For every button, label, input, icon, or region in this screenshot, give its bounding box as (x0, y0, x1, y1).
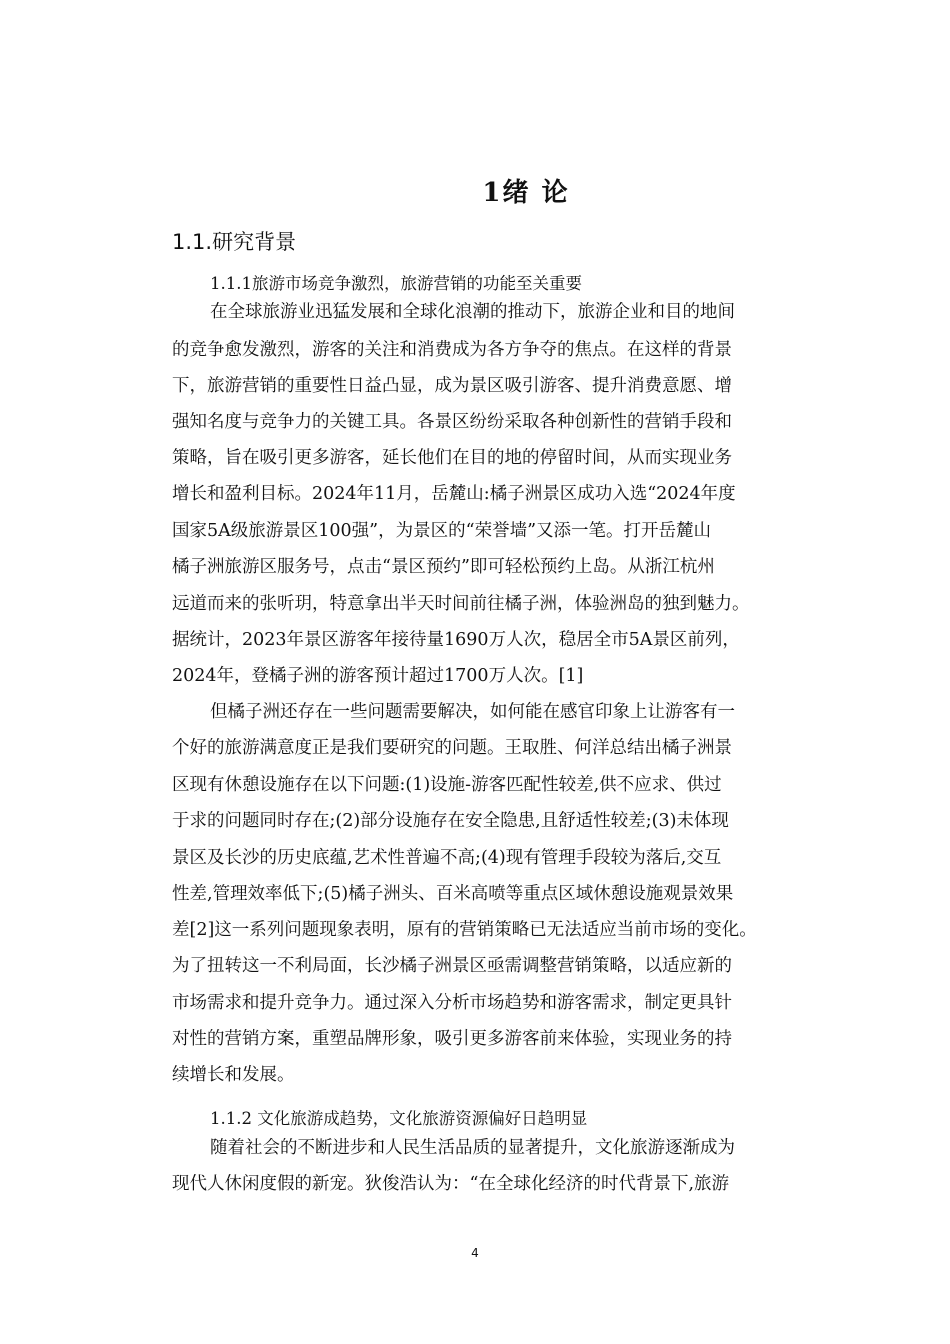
paragraph-1-line: 远道而来的张听玥，特意拿出半天时间前往橘子洲，体验洲岛的独到魅力。 (172, 594, 750, 614)
paragraph-1-line: 的竞争愈发激烈，游客的关注和消费成为各方争夺的焦点。在这样的背景 (172, 340, 732, 360)
subsection-heading-1: 1.1.1旅游市场竞争激烈，旅游营销的功能至关重要 (210, 274, 582, 293)
paragraph-1-line: 增长和盈利目标。2024年11月，岳麓山:橘子洲景区成功入选“2024年度 (172, 484, 736, 504)
paragraph-3-line: 随着社会的不断进步和人民生活品质的显著提升，文化旅游逐渐成为 (210, 1138, 735, 1158)
paragraph-2-line: 对性的营销方案，重塑品牌形象，吸引更多游客前来体验，实现业务的持 (172, 1029, 732, 1049)
section-heading: 1.1.研究背景 (172, 230, 297, 254)
paragraph-2-line: 区现有休憩设施存在以下问题:(1)设施-游客匹配性较差,供不应求、供过 (172, 775, 722, 795)
paragraph-1-line: 下，旅游营销的重要性日益凸显，成为景区吸引游客、提升消费意愿、增 (172, 376, 732, 396)
paragraph-2-line: 续增长和发展。 (172, 1065, 295, 1085)
paragraph-1-line: 在全球旅游业迅猛发展和全球化浪潮的推动下，旅游企业和目的地间 (210, 302, 735, 322)
paragraph-2-line: 市场需求和提升竞争力。通过深入分析市场趋势和游客需求，制定更具针 (172, 993, 732, 1013)
paragraph-1-line: 策略，旨在吸引更多游客，延长他们在目的地的停留时间，从而实现业务 (172, 448, 732, 468)
paragraph-1-line: 国家5A级旅游景区100强”，为景区的“荣誉墙”又添一笔。打开岳麓山 (172, 521, 712, 541)
paragraph-2-line: 景区及长沙的历史底蕴,艺术性普遍不高;(4)现有管理手段较为落后,交互 (172, 848, 722, 868)
paragraph-1-line: 2024年，登橘子洲的游客预计超过1700万人次。[1] (172, 666, 584, 686)
paragraph-2-line: 于求的问题同时存在;(2)部分设施存在安全隐患,且舒适性较差;(3)未体现 (172, 811, 729, 831)
paragraph-1-line: 强知名度与竞争力的关键工具。各景区纷纷采取各种创新性的营销手段和 (172, 412, 732, 432)
paragraph-1-line: 橘子洲旅游区服务号，点击“景区预约”即可轻松预约上岛。从浙江杭州 (172, 557, 715, 577)
chapter-title: 1绪 论 (482, 178, 570, 208)
paragraph-2-line: 为了扭转这一不利局面，长沙橘子洲景区亟需调整营销策略，以适应新的 (172, 956, 732, 976)
paragraph-2-line: 个好的旅游满意度正是我们要研究的问题。王取胜、何洋总结出橘子洲景 (172, 738, 732, 758)
paragraph-1-line: 据统计，2023年景区游客年接待量1690万人次，稳居全市5A景区前列， (172, 630, 740, 650)
paragraph-3-line: 现代人休闲度假的新宠。狄俊浩认为：“在全球化经济的时代背景下,旅游 (172, 1174, 730, 1194)
subsection-heading-2: 1.1.2 文化旅游成趋势，文化旅游资源偏好日趋明显 (210, 1109, 588, 1128)
page-number: 4 (471, 1246, 479, 1260)
paragraph-2-line: 性差,管理效率低下;(5)橘子洲头、百米高喷等重点区域休憩设施观景效果 (172, 884, 734, 904)
paragraph-2-line: 差[2]这一系列问题现象表明，原有的营销策略已无法适应当前市场的变化。 (172, 920, 757, 940)
paragraph-2-line: 但橘子洲还存在一些问题需要解决，如何能在感官印象上让游客有一 (210, 702, 735, 722)
